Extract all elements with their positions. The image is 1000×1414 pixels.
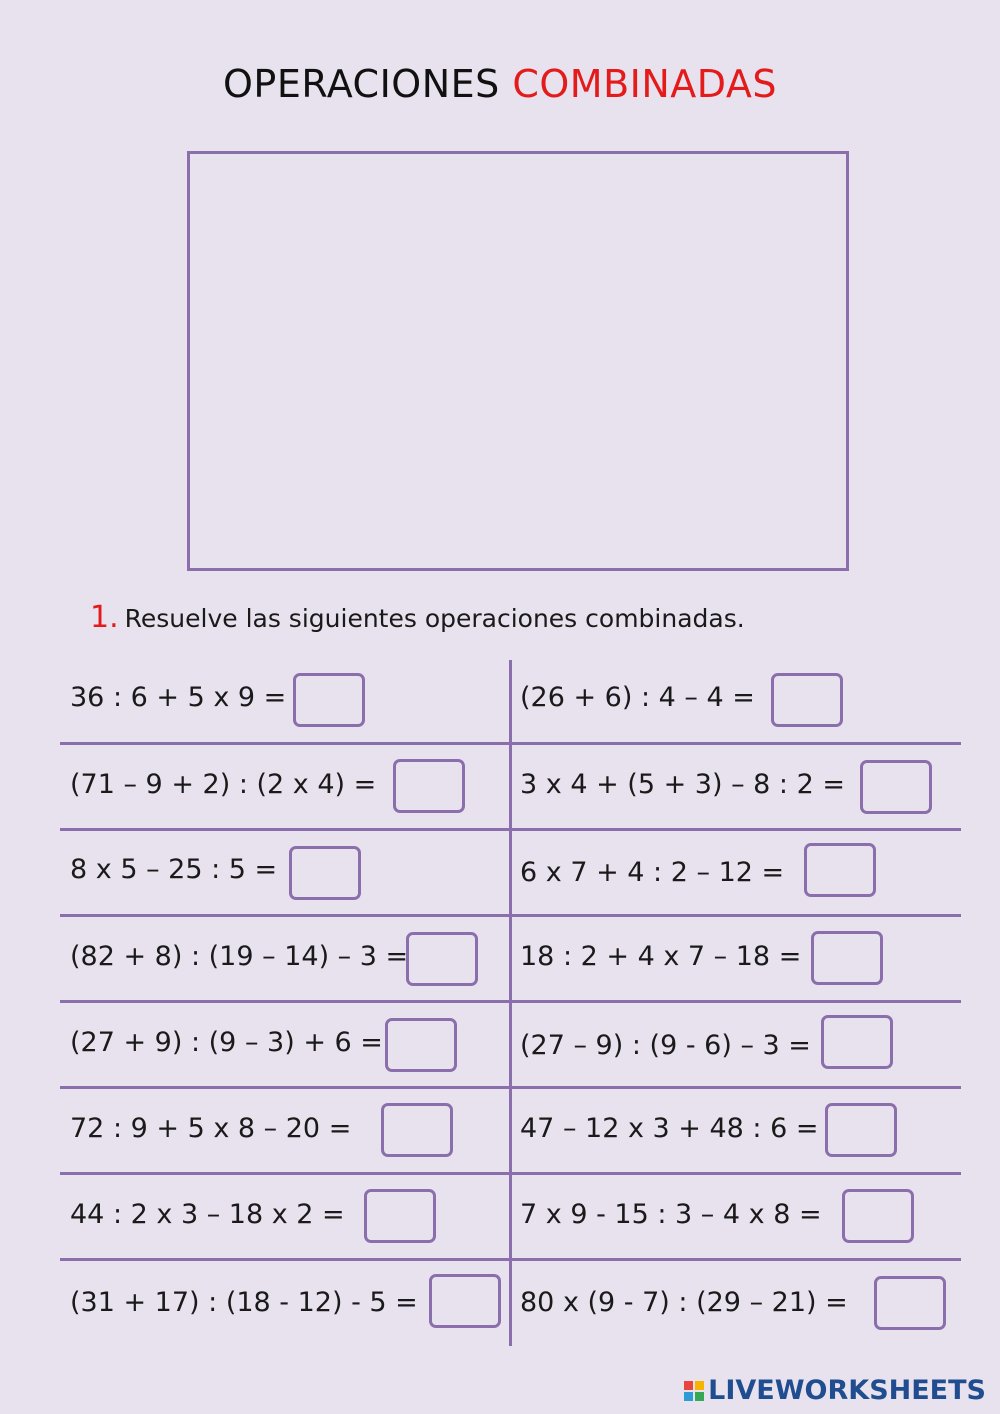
operation-left-7: 44 : 2 x 3 – 18 x 2 = — [70, 1199, 345, 1230]
answer-box-right-8[interactable] — [874, 1276, 946, 1330]
column-divider — [509, 660, 512, 1346]
operation-right-8: 80 x (9 - 7) : (29 – 21) = — [520, 1287, 848, 1318]
answer-box-left-4[interactable] — [406, 932, 478, 986]
title-part-1: OPERACIONES — [223, 62, 500, 106]
liveworksheets-logo[interactable] — [684, 1375, 986, 1406]
answer-box-right-2[interactable] — [860, 760, 932, 814]
operation-right-7: 7 x 9 - 15 : 3 – 4 x 8 = — [520, 1199, 822, 1230]
operation-left-3: 8 x 5 – 25 : 5 = — [70, 854, 278, 885]
answer-box-right-1[interactable] — [771, 673, 843, 727]
answer-box-right-4[interactable] — [811, 931, 883, 985]
logo-square-blue — [684, 1392, 693, 1401]
answer-box-right-3[interactable] — [804, 843, 876, 897]
answer-box-right-6[interactable] — [825, 1103, 897, 1157]
operation-left-5: (27 + 9) : (9 – 3) + 6 = — [70, 1027, 383, 1058]
answer-box-left-6[interactable] — [381, 1103, 453, 1157]
operation-left-4: (82 + 8) : (19 – 14) – 3 = — [70, 941, 409, 972]
operation-left-6: 72 : 9 + 5 x 8 – 20 = — [70, 1113, 352, 1144]
logo-square-red — [684, 1381, 693, 1390]
answer-box-left-1[interactable] — [293, 673, 365, 727]
logo-square-green — [695, 1392, 704, 1401]
instruction-text: Resuelve las siguientes operaciones combinadas. — [124, 604, 745, 633]
operation-right-3: 6 x 7 + 4 : 2 – 12 = — [520, 857, 785, 888]
logo-square-yellow — [695, 1381, 704, 1390]
instruction — [90, 600, 745, 635]
operation-left-2: (71 – 9 + 2) : (2 x 4) = — [70, 769, 377, 800]
page-title — [0, 62, 1000, 106]
logo-text: LIVEWORKSHEETS — [708, 1375, 986, 1406]
instruction-number: 1. — [90, 600, 119, 635]
operation-right-4: 18 : 2 + 4 x 7 – 18 = — [520, 941, 802, 972]
operation-right-1: (26 + 6) : 4 – 4 = — [520, 682, 755, 713]
answer-box-right-7[interactable] — [842, 1189, 914, 1243]
answer-box-left-2[interactable] — [393, 759, 465, 813]
answer-box-left-5[interactable] — [385, 1018, 457, 1072]
operation-right-2: 3 x 4 + (5 + 3) – 8 : 2 = — [520, 769, 845, 800]
answer-box-right-5[interactable] — [821, 1015, 893, 1069]
operation-left-1: 36 : 6 + 5 x 9 = — [70, 682, 287, 713]
operation-right-5: (27 – 9) : (9 - 6) – 3 = — [520, 1030, 811, 1061]
answer-box-left-3[interactable] — [289, 846, 361, 900]
liveworksheets-logo-icon — [684, 1381, 704, 1401]
title-part-2: COMBINADAS — [512, 62, 777, 106]
image-placeholder-frame — [187, 151, 849, 571]
answer-box-left-7[interactable] — [364, 1189, 436, 1243]
operation-left-8: (31 + 17) : (18 - 12) - 5 = — [70, 1287, 418, 1318]
answer-box-left-8[interactable] — [429, 1274, 501, 1328]
operation-right-6: 47 – 12 x 3 + 48 : 6 = — [520, 1113, 819, 1144]
